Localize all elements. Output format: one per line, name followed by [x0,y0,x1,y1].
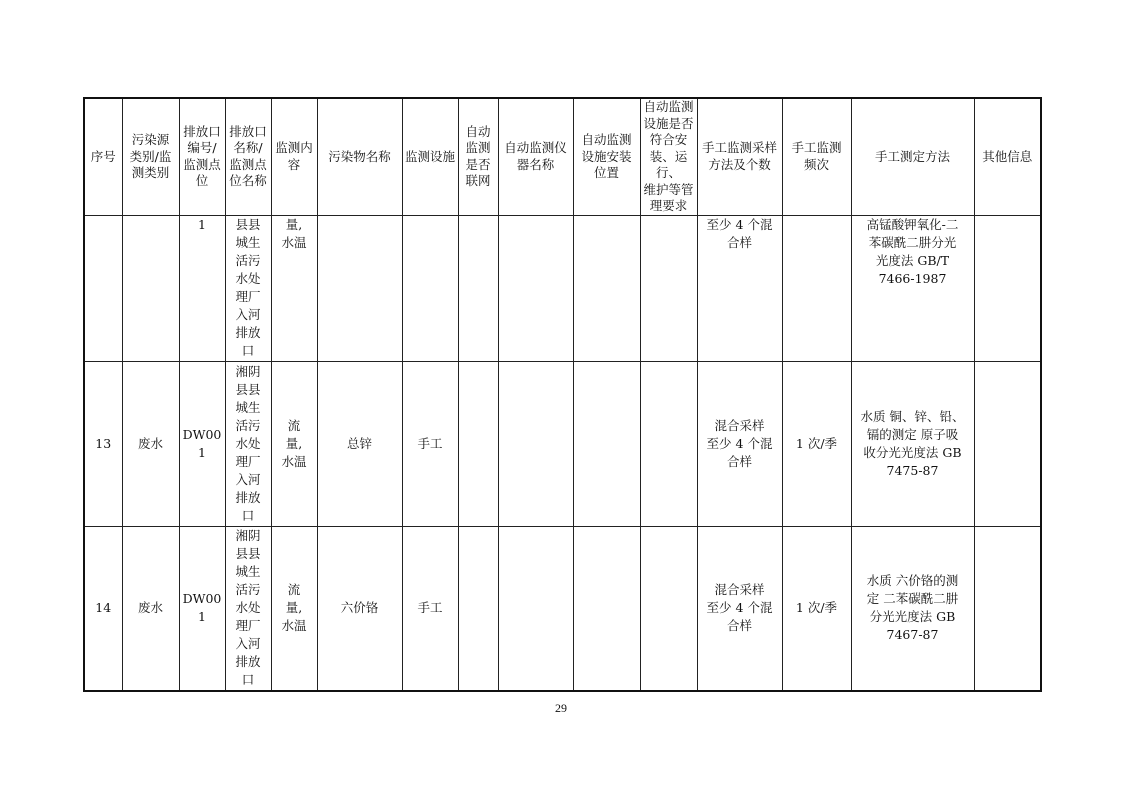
cell-method: 水质 六价铬的测 定 二苯碳酰二肼 分光光度法 GB 7467-87 [851,526,974,691]
cell-outlet-name: 湘阴 县县 城生 活污 水处 理厂 入河 排放 口 [225,361,271,526]
page-number: 29 [555,701,567,715]
header-other: 其他信息 [974,98,1041,215]
header-outlet-name: 排放口 名称/ 监测点 位名称 [225,98,271,215]
cell-outlet-name: 湘阴 县县 城生 活污 水处 理厂 入河 排放 口 [225,526,271,691]
header-category: 污染源 类别/监 测类别 [122,98,179,215]
cell-frequency: 1 次/季 [782,526,851,691]
cell-outlet-code: 1 [179,215,225,361]
header-sampling: 手工监测采样 方法及个数 [697,98,782,215]
cell-facility: 手工 [402,526,458,691]
cell-seq: 14 [84,526,122,691]
header-install-location: 自动监测 设施安装 位置 [573,98,640,215]
cell-pollutant: 总锌 [317,361,402,526]
cell-method: 高锰酸钾氧化-二 苯碳酰二肼分光 光度法 GB/T 7466-1987 [851,215,974,361]
cell-pollutant [317,215,402,361]
cell-category: 废水 [122,361,179,526]
cell-frequency: 1 次/季 [782,361,851,526]
cell-facility: 手工 [402,361,458,526]
cell-method: 水质 铜、锌、铅、 镉的测定 原子吸 收分光光度法 GB 7475-87 [851,361,974,526]
cell-outlet-name: 县县 城生 活污 水处 理厂 入河 排放 口 [225,215,271,361]
header-content: 监测内 容 [271,98,317,215]
cell-networked [458,215,498,361]
cell-networked [458,361,498,526]
cell-outlet-code: DW00 1 [179,361,225,526]
header-seq: 序号 [84,98,122,215]
cell-category: 废水 [122,526,179,691]
table-row [84,526,1041,691]
cell-content: 量, 水温 [271,215,317,361]
header-compliance: 自动监测 设施是否 符合安 装、运行、 维护等管 理要求 [640,98,697,215]
cell-instrument [498,215,573,361]
cell-networked [458,526,498,691]
cell-category [122,215,179,361]
header-instrument: 自动监测仪 器名称 [498,98,573,215]
cell-seq: 13 [84,361,122,526]
cell-sampling: 混合采样 至少 4 个混 合样 [697,526,782,691]
cell-other [974,526,1041,691]
cell-instrument [498,526,573,691]
cell-frequency [782,215,851,361]
table-row [84,361,1041,526]
header-pollutant: 污染物名称 [317,98,402,215]
cell-other [974,215,1041,361]
table-header-row [84,98,1041,215]
cell-compliance [640,526,697,691]
cell-install-location [573,526,640,691]
monitoring-table [83,97,1042,692]
cell-compliance [640,215,697,361]
cell-install-location [573,361,640,526]
cell-content: 流 量, 水温 [271,361,317,526]
cell-sampling: 混合采样 至少 4 个混 合样 [697,361,782,526]
cell-instrument [498,361,573,526]
cell-compliance [640,361,697,526]
cell-outlet-code: DW00 1 [179,526,225,691]
header-frequency: 手工监测 频次 [782,98,851,215]
cell-install-location [573,215,640,361]
cell-content: 流 量, 水温 [271,526,317,691]
cell-pollutant: 六价铬 [317,526,402,691]
cell-facility [402,215,458,361]
cell-other [974,361,1041,526]
cell-seq [84,215,122,361]
header-method: 手工测定方法 [851,98,974,215]
header-networked: 自动 监测 是否 联网 [458,98,498,215]
header-facility: 监测设施 [402,98,458,215]
table-row [84,215,1041,361]
header-outlet-code: 排放口 编号/ 监测点 位 [179,98,225,215]
cell-sampling: 至少 4 个混 合样 [697,215,782,361]
